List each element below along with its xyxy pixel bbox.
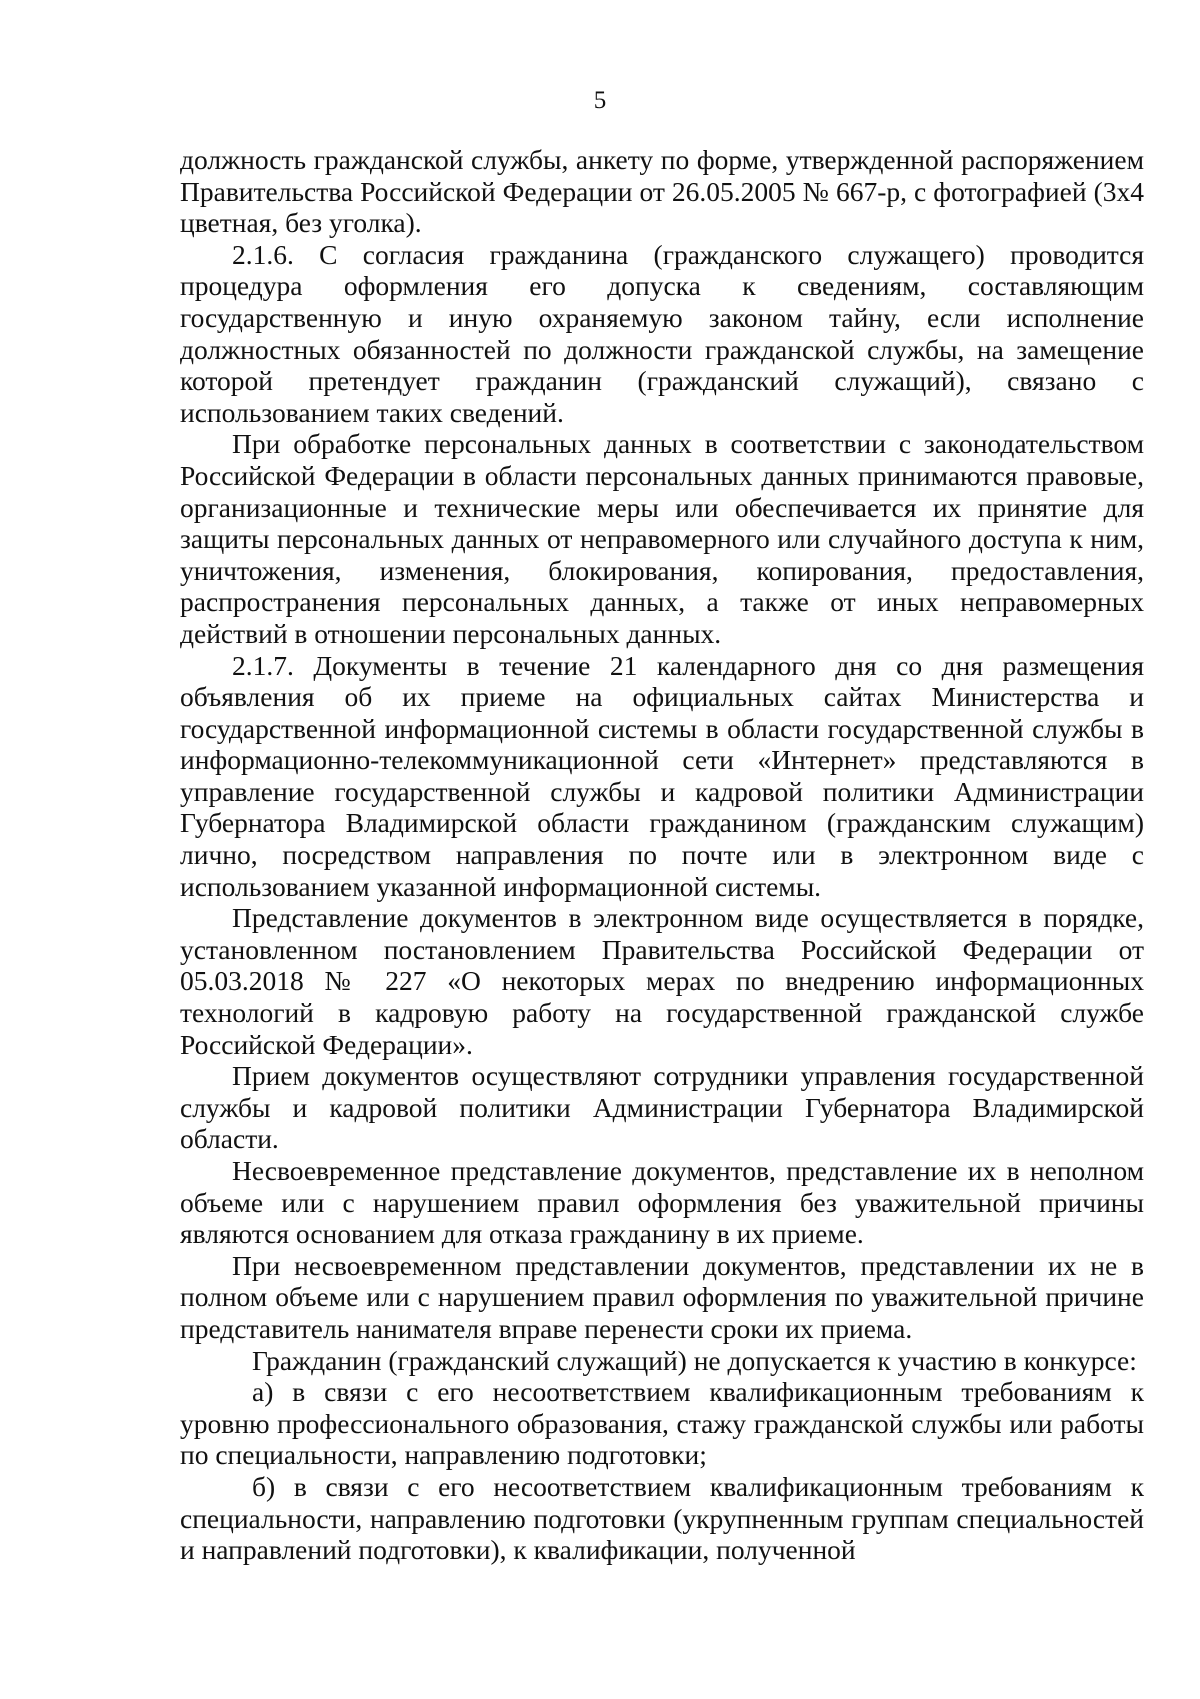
document-body	[180, 144, 1144, 1566]
paragraph-late-submission: Несвоевременное представление документов, представление их в неполном объеме или с нарушением правил оформления без уважительной причины являются основанием для отказа гражданину в их приеме.	[180, 1155, 1144, 1250]
paragraph-2-1-7: 2.1.7. Документы в течение 21 календарного дня со дня размещения объявления об их приеме на официальных сайтах Министерства и государственной информационной системы в области государственной службы в информационно-телекоммуникационной сети «Интернет» представляются в управление государственной службы и кадровой политики Администрации Губернатора Владимирской области гражданином (гражданским служащим) лично, посредством направления по почте или в электронном виде с использованием указанной информационной системы.	[180, 649, 1144, 902]
page-number: 5	[593, 87, 607, 114]
paragraph-deadline-extension: При несвоевременном представлении документов, представлении их не в полном объеме или с нарушением правил оформления по уважительной причине представитель нанимателя вправе перенести сроки их приема.	[180, 1249, 1144, 1344]
paragraph-document-reception: Прием документов осуществляют сотрудники управления государственной службы и кадровой политики Администрации Губернатора Владимирской области.	[180, 1060, 1144, 1155]
list-item-b: б) в связи с его несоответствием квалификационным требованиям к специальности, направлению подготовки (укрупненным группам специальностей и направлений подготовки), к квалификации, полученной	[180, 1470, 1144, 1566]
paragraph-2-1-6: 2.1.6. С согласия гражданина (гражданского служащего) проводится процедура оформления его допуска к сведениям, составляющим государственную и иную охраняемую законом тайну, если исполнение должностных обязанностей по должности гражданской службы, на замещение которой претендует гражданин (гражданский служащий), связано с использованием таких сведений.	[180, 238, 1144, 428]
paragraph-electronic-submission: Представление документов в электронном виде осуществляется в порядке, установленном постановлением Правительства Российской Федерации от 05.03.2018 № 227 «О некоторых мерах по внедрению информационных технологий в кадровую работу на государственной гражданской службе Российской Федерации».	[180, 902, 1144, 1060]
paragraph-personal-data: При обработке персональных данных в соответствии с законодательством Российской Федерации в области персональных данных принимаются правовые, организационные и технические меры или обеспечивается их принятие для защиты персональных данных от неправомерного или случайного доступа к ним, уничтожения, изменения, блокирования, копирования, предоставления, распространения персональных данных, а также от иных неправомерных действий в отношении персональных данных.	[180, 428, 1144, 649]
list-item-a: а) в связи с его несоответствием квалификационным требованиям к уровню профессионального образования, стажу гражданской службы или работы по специальности, направлению подготовки;	[180, 1376, 1144, 1471]
paragraph-continuation: должность гражданской службы, анкету по форме, утвержденной распоряжением Правительства Российской Федерации от 26.05.2005 № 667-р, с фотографией (3х4 цветная, без уголка).	[180, 144, 1144, 239]
paragraph-not-admitted: Гражданин (гражданский служащий) не допускается к участию в конкурсе:	[252, 1344, 1137, 1376]
